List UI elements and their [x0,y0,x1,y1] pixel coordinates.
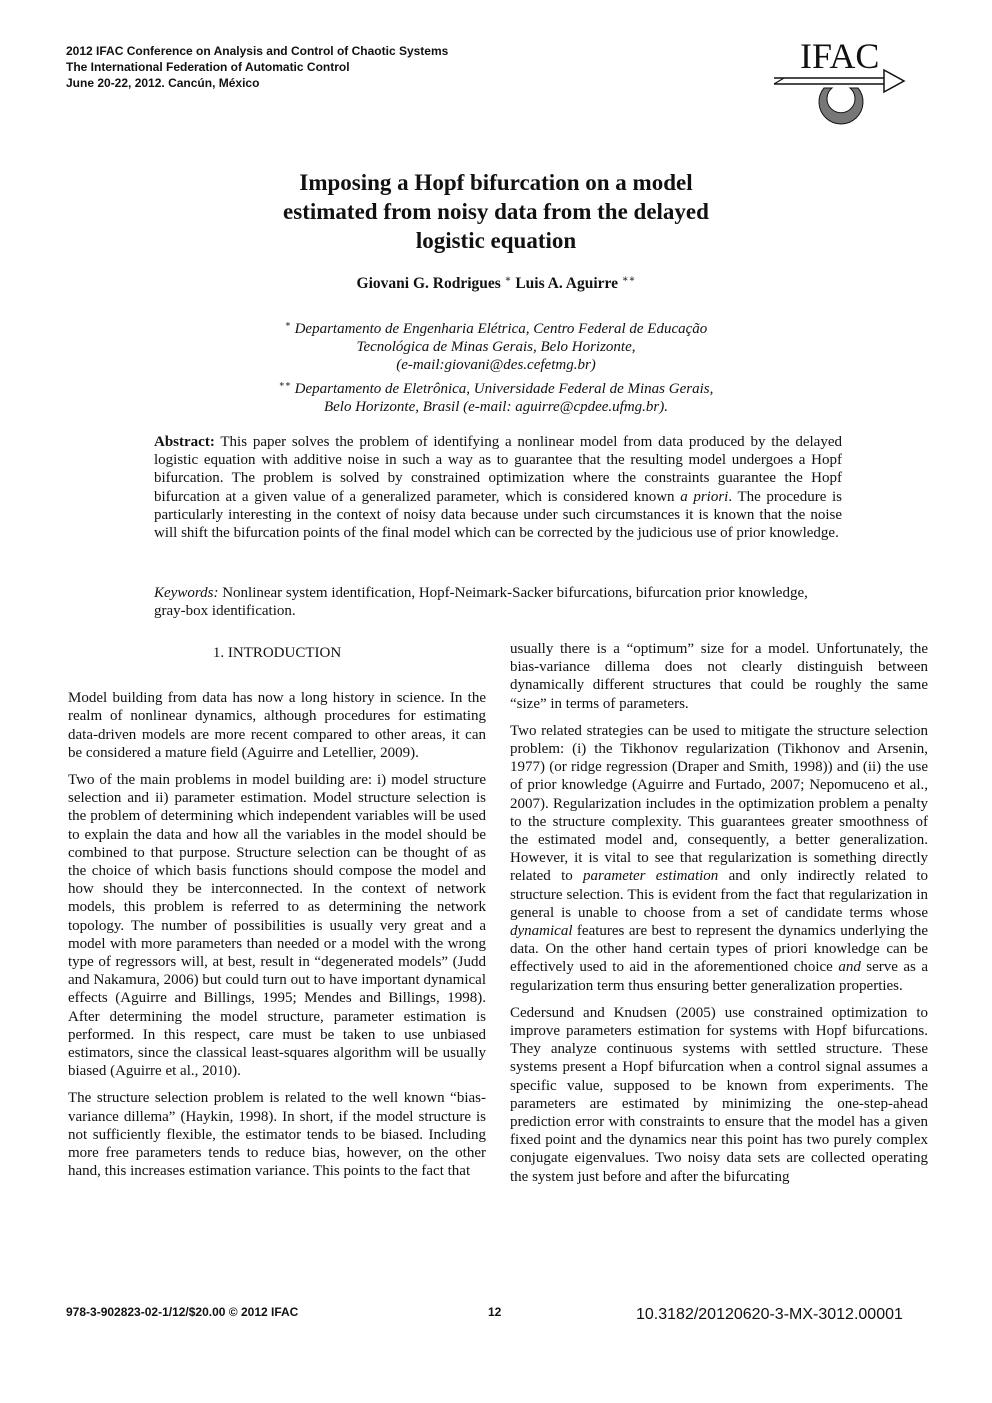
paragraph-3: The structure selection problem is related to the well known “bias-variance dillema” (Haykin, 1998). In short, if the model structure is not sufficiently flexible, the estimator tends to be biased. Including more free parameters tends to reduce bias, however, on the other hand, this increases estimation variance. This points to the fact that [68,1090,486,1180]
conference-line-1: 2012 IFAC Conference on Analysis and Control of Chaotic Systems [66,44,449,58]
title-line-1: Imposing a Hopf bifurcation on a model [299,170,693,195]
affil-line-3: (e-mail:giovani@des.cefetmg.br) [396,357,596,374]
author-1-mark: ∗ [504,274,512,285]
conference-header [66,43,448,91]
affil-line-4: Departamento de Eletrônica, Universidade Federal de Minas Gerais, [294,380,714,397]
abstract-italic: a priori [680,488,729,505]
affil-line-1: Departamento de Engenharia Elétrica, Centro Federal de Educação [294,321,708,337]
left-column [68,644,486,1189]
paragraph-r2-italic-d: dynamical [510,923,573,940]
paragraph-r1: usually there is a “optimum” size for a model. Unfortunately, the bias-variance dillema does not clearly distinguish between dynamically different structures that could be roughly the same “size” in terms of parameters. [510,641,928,712]
paragraph-1: Model building from data has now a long history in science. In the realm of nonlinear dynamics, although procedures for estimating data-driven models are more recent compared to other areas, it can be considered a mature field (Aguirre and Letellier, 2009). [68,690,486,761]
conference-line-2: The International Federation of Automatic Control [66,60,350,74]
paragraph-r2-text-a: Two related strategies can be used to mitigate the structure selection problem: (i) the Tikhonov regularization (Tikhonov and Arsenin, 1977) (or ridge regression (Draper and Smith, 1998)) and (ii) the use of prior knowledge (Aguirre and Furtado, 2007; Nepomuceno et al., 2007). Regularization includes in the optimization problem a penalty to the structure complexity. This guarantees greater smoothness of the estimated model and, consequently, a better generalization. However, it is vital to see that regularization is something directly related to [510,722,928,885]
paragraph-r2-text-e: features are best to represent the dynamics underlying the data. On the other hand certain types of priori knowledge can be effectively used to aid in the aforementioned choice [510,923,929,976]
section-heading-introduction: 1. INTRODUCTION [212,645,342,661]
title-line-3: logistic equation [415,228,577,253]
author-2-mark: ∗∗ [621,274,636,285]
keywords-label: Keywords: [154,585,219,601]
author-2: Luis A. Aguirre [515,275,618,293]
affil-line-2: Tecnológica de Minas Gerais, Belo Horizonte, [356,339,636,356]
abstract-label: Abstract: [154,434,215,450]
paper-title [150,168,842,255]
paragraph-r3: Cedersund and Knudsen (2005) use constrained optimization to improve parameters estimation for systems with Hopf bifurcations. They analyze continuous systems with settled structure. These systems present a Hopf bifurcation when a control signal assumes a specific value, supposed to be known from experiments. The parameters are estimated by minimizing the one-step-ahead prediction error with constraints to ensure that the model has a given fixed point and the dynamics near this point has two purely complex conjugate eigenvalues. Two noisy data sets are collected operating the system just before and after the bifurcating [510,1004,928,1185]
affil-2-mark: ∗∗ [278,378,291,389]
conference-line-3: June 20-22, 2012. Cancún, México [66,76,260,90]
affiliations [150,315,842,416]
footer-doi: 10.3182/20120620-3-MX-3012.00001 [636,1306,903,1323]
paragraph-r2 [510,722,928,995]
right-column [510,640,928,1195]
abstract-text-1: This paper solves the problem of identifying a nonlinear model from data produced by the delayed logistic equation with additive noise in such a way as to guarantee that the resulting model undergoes a Hopf bifurcation. The problem is solved by constrained optimization where the constraints guarantee the Hopf bifurcation at a given value of a generalized parameter, which is considered known [154,434,843,505]
ifac-logo-text: IFAC [800,36,880,76]
keywords [154,584,842,620]
paragraph-2: Two of the main problems in model building are: i) model structure selection and ii) parameter estimation. Model structure selection is the problem of determining which independent variables will be used to explain the data and how all the variables in the model should be combined to that purpose. Structure selection can be thought of as the choice of which basis functions should compose the model and how should they be interconnected. In the context of network models, this problem is referred to as determining the network topology. The number of possibilities is usually very great and a model with more parameters than needed or a model with the wrong type of regressors will, at best, result in “degenerated models” (Judd and Nakamura, 2006) but could turn out to have important dynamical effects (Aguirre and Billings, 1995; Mendes and Billings, 1998). After determining the model structure, parameter estimation is performed. In this respect, care must be taken to use unbiased estimators, since the classical least-squares algorithm will be usually biased (Aguirre et al., 2010). [68,772,486,1080]
keywords-text: Nonlinear system identification, Hopf-Neimark-Sacker bifurcations, bifurcation prior knowledge, gray-box identification. [154,585,808,620]
ifac-logo [772,36,910,128]
affil-1-mark: ∗ [284,319,291,329]
footer-isbn: 978-3-902823-02-1/12/$20.00 © 2012 IFAC [66,1305,299,1319]
author-1: Giovani G. Rodrigues [356,275,501,293]
affil-line-5: Belo Horizonte, Brasil (e-mail: aguirre@cpdee.ufmg.br). [323,398,669,415]
title-line-2: estimated from noisy data from the delayed [283,199,709,224]
paragraph-r2-text-c: and only indirectly related to structure selection. This is evident from the fact that regularization in general is unable to choose from a set of candidate terms whose [510,868,928,921]
authors [150,274,842,293]
abstract-text-2: . The procedure is particularly interesting in the context of noisy data because under such circumstances it is known that the noise will shift the bifurcation points of the final model which can be corrected by the judicious use of prior knowledge. [154,488,843,542]
paragraph-r2-text-g: serve as a regularization term thus ensuring better generalization properties. [510,959,929,994]
paragraph-r2-italic-f: and [838,959,861,976]
footer-page-number: 12 [488,1305,502,1319]
paragraph-r2-italic-b: parameter estimation [583,868,719,885]
abstract [154,433,842,542]
